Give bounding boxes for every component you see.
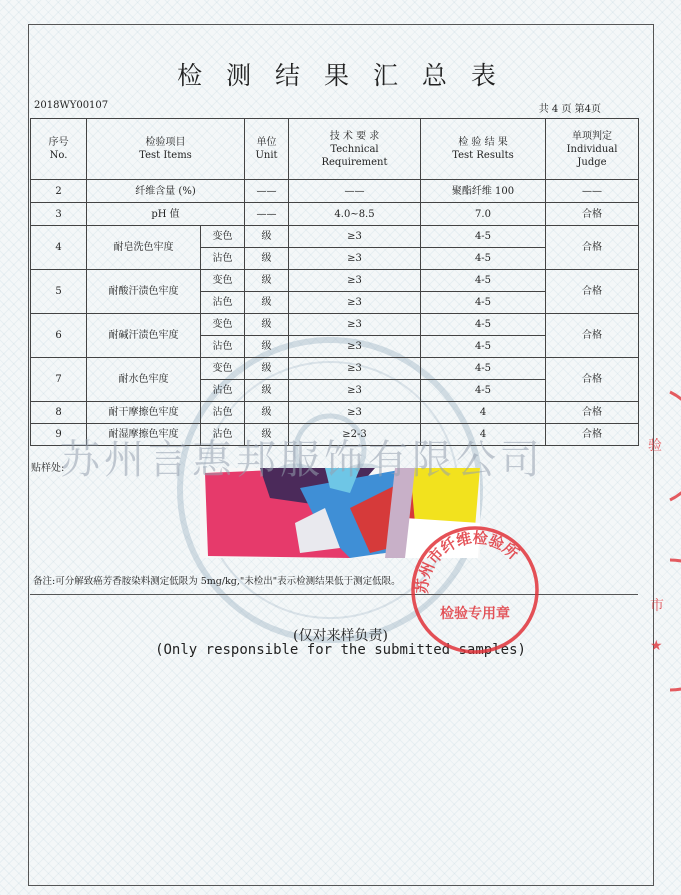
page-indicator: 共 4 页 第4页: [538, 104, 601, 115]
table-row: 8 耐干摩擦色牢度 沾色 级 ≥3 4 合格: [31, 402, 639, 424]
table-header-row: [31, 119, 639, 180]
table-row: 3 pH 值 —— 4.0~8.5 7.0 合格: [31, 203, 639, 226]
disclaimer-english: (Only responsible for the submitted samples): [155, 642, 526, 658]
table-row: 沾色 级 ≥3 4-5: [31, 248, 639, 270]
table-row: 9 耐湿摩擦色牢度 沾色 级 ≥2-3 4 合格: [31, 424, 639, 446]
table-row: 沾色 级 ≥3 4-5: [31, 380, 639, 402]
header-judge: 单项判定 Individual Judge: [546, 119, 639, 180]
edge-seal-fragment: [640, 390, 681, 700]
header-results: 检 验 结 果 Test Results: [421, 119, 546, 180]
svg-text:验: 验: [648, 438, 662, 454]
header-requirement: 技 术 要 求 Technical Requirement: [289, 119, 421, 180]
table-row: 7 耐水色牢度 变色 级 ≥3 4-5 合格: [31, 358, 639, 380]
attach-sample-label: 贴样处:: [31, 463, 65, 474]
results-table: [30, 118, 639, 446]
notes-divider: [30, 594, 638, 595]
header-no: 序号 No.: [31, 119, 87, 180]
header-test-items: 检验项目 Test Items: [87, 119, 245, 180]
svg-text:★: ★: [650, 638, 663, 654]
table-row: 2 纤维含量 (%) —— —— 聚酯纤维 100 ——: [31, 180, 639, 203]
notes-text: 备注:可分解致癌芳香胺染料测定低限为 5mg/kg,"未检出"表示检测结果低于测定低限。: [33, 576, 401, 587]
disclaimer-chinese: (仅对来样负责): [293, 628, 388, 644]
svg-text:苏州市纤维检验所: 苏州市纤维检验所: [413, 528, 522, 595]
table-row: 沾色 级 ≥3 4-5: [31, 336, 639, 358]
table-row: 6 耐碱汗渍色牢度 变色 级 ≥3 4-5 合格: [31, 314, 639, 336]
svg-text:检验专用章: 检验专用章: [440, 606, 510, 622]
inspection-seal-stamp: [408, 523, 543, 658]
table-row: 5 耐酸汗渍色牢度 变色 级 ≥3 4-5 合格: [31, 270, 639, 292]
report-number: 2018WY00107: [34, 100, 109, 111]
document-title: 检 测 结 果 汇 总 表: [177, 61, 504, 90]
svg-text:市: 市: [650, 598, 664, 614]
header-unit: 单位 Unit: [245, 119, 289, 180]
table-row: 4 耐皂洗色牢度 变色 级 ≥3 4-5 合格: [31, 226, 639, 248]
table-row: 沾色 级 ≥3 4-5: [31, 292, 639, 314]
company-watermark: 苏州言惠邦服饰有限公司: [60, 437, 544, 483]
